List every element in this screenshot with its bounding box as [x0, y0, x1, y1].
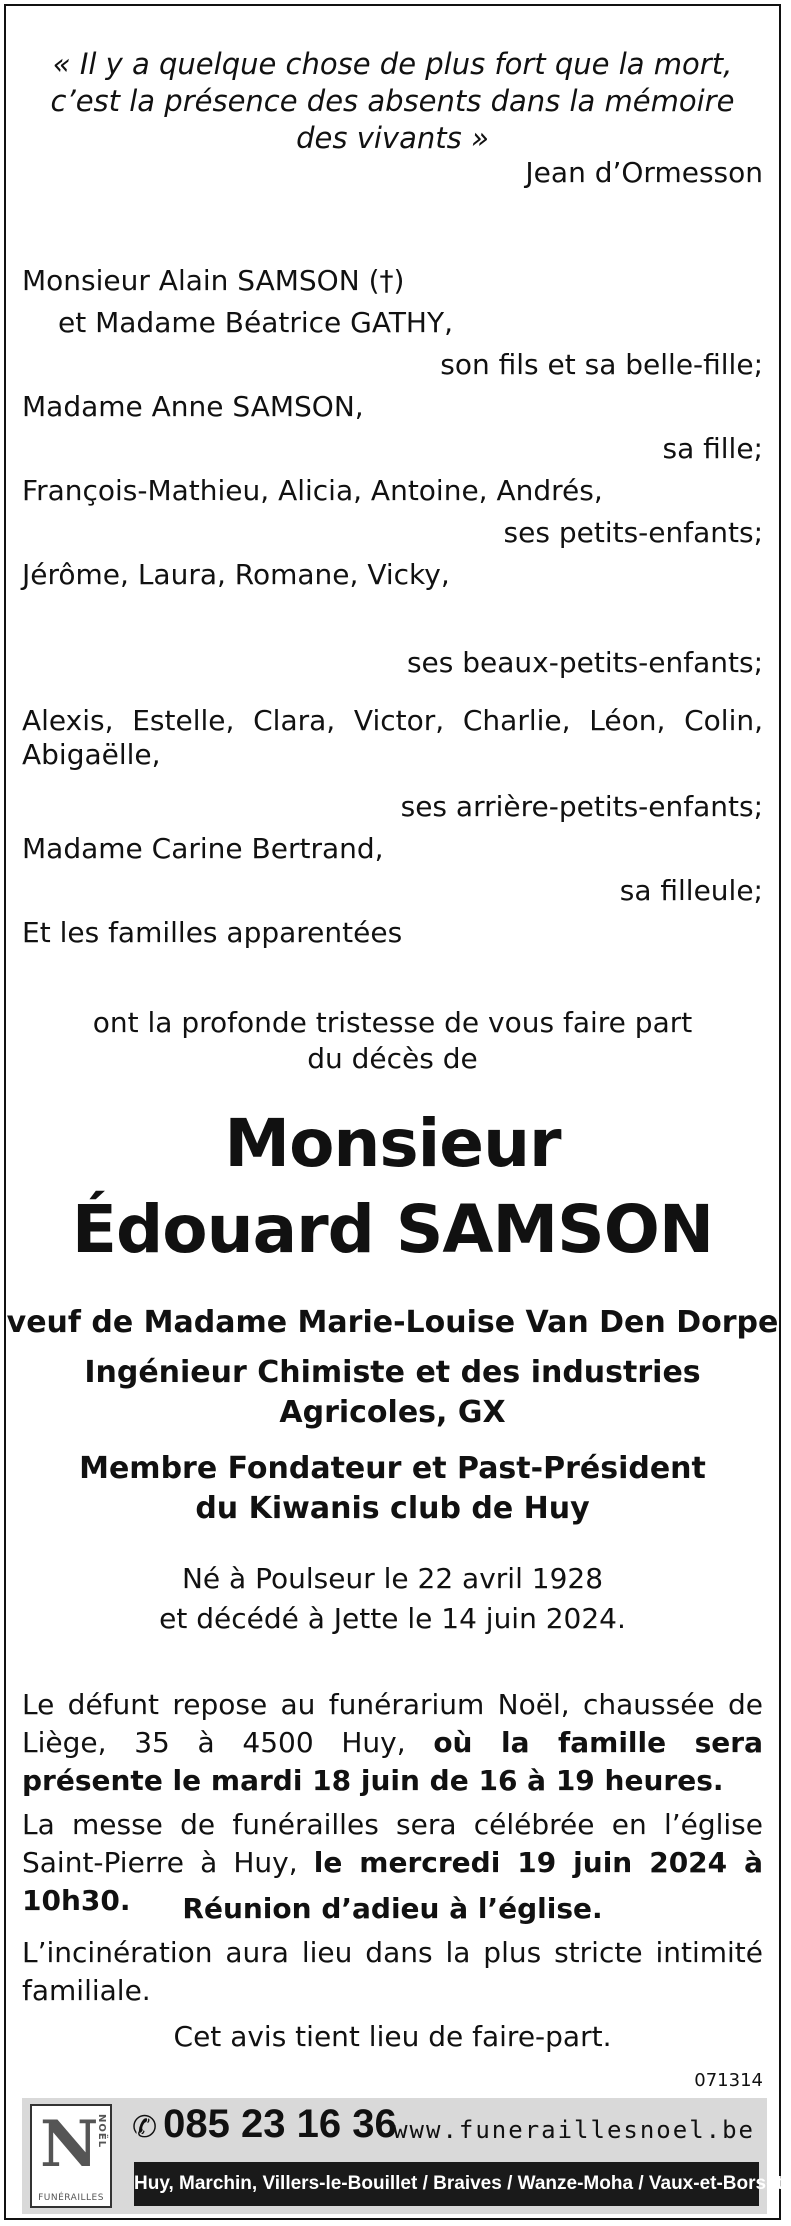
cremation-paragraph: L’incinération aura lieu dans la plus stricte intimité familiale. — [22, 1936, 763, 2007]
family-relation: son fils et sa belle-fille; — [440, 348, 763, 381]
logo-vertical-text: NOËL — [96, 2114, 107, 2149]
epigraph-quote: « Il y a quelque chose de plus fort que la mort, c’est la présence des absents dans la mémoire des vivants » — [50, 47, 735, 155]
deceased-name: Édouard SAMSON — [71, 1191, 714, 1268]
profession-line: Agricoles, GX — [279, 1395, 506, 1430]
obituary-notice — [4, 4, 781, 2220]
deceased-title: Monsieur — [224, 1105, 561, 1182]
club-line: Membre Fondateur et Past-Président — [79, 1451, 706, 1486]
funeral-home-banner — [22, 2098, 783, 2214]
funeral-home-logo — [30, 2104, 112, 2208]
wake-text: Le défunt repose au funérarium Noël, chaussée de Liège, 35 à 4500 Huy, — [22, 1688, 763, 1759]
family-relation: ses beaux-petits-enfants; — [406, 646, 763, 679]
epigraph-author: Jean d’Ormesson — [525, 156, 763, 189]
family-relation: sa fille; — [662, 432, 763, 465]
family-line: Madame Anne SAMSON, — [22, 390, 364, 423]
family-line: Jérôme, Laura, Romane, Vicky, — [22, 558, 450, 591]
announcement-line: ont la profonde tristesse de vous faire part — [92, 1006, 693, 1039]
family-line: et Madame Béatrice GATHY, — [58, 306, 453, 339]
family-line: Alexis, Estelle, Clara, Victor, Charlie, Léon, Colin, Abigaëlle, — [22, 704, 763, 771]
phone-text: 085 23 16 36 — [163, 2102, 397, 2146]
family-line: Madame Carine Bertrand, — [22, 832, 384, 865]
death-line: et décédé à Jette le 14 juin 2024. — [159, 1602, 626, 1635]
locations-bar: Huy, Marchin, Villers-le-Bouillet / Braives / Wanze-Moha / Vaux-et-Borset — [134, 2162, 759, 2206]
logo-bottom-text: FUNÉRAILLES — [38, 2193, 104, 2203]
family-line: Monsieur Alain SAMSON (†) — [22, 264, 405, 297]
profession-line: Ingénieur Chimiste et des industries — [84, 1355, 701, 1390]
birth-line: Né à Poulseur le 22 avril 1928 — [181, 1562, 604, 1595]
announcement-line: du décès de — [307, 1042, 478, 1075]
club-line: du Kiwanis club de Huy — [195, 1491, 590, 1526]
family-relation: ses petits-enfants; — [503, 516, 763, 549]
family-relation: ses arrière-petits-enfants; — [400, 790, 763, 823]
mass-time-text: le mercredi 19 juin 2024 à 10h30. — [22, 1846, 763, 1917]
family-line: François-Mathieu, Alicia, Antoine, Andrés, — [22, 474, 603, 507]
reference-number: 071314 — [694, 2070, 763, 2091]
farewell-line: Réunion d’adieu à l’église. — [182, 1892, 603, 1925]
family-line: Et les familles apparentées — [22, 916, 403, 949]
wake-paragraph — [22, 1686, 763, 1800]
widow-line: veuf de Madame Marie-Louise Van Den Dorpe — [6, 1305, 779, 1340]
website-text: www.funeraillesnoel.be — [393, 2116, 755, 2144]
wake-time-text: où la famille sera présente le mardi 18 juin de 16 à 19 heures. — [22, 1726, 763, 1797]
notice-line: Cet avis tient lieu de faire-part. — [173, 2020, 612, 2053]
phone-number — [132, 2102, 397, 2147]
family-relation: sa filleule; — [619, 874, 763, 907]
phone-icon: ✆ — [132, 2111, 158, 2144]
logo-letter: N — [40, 2107, 99, 2182]
mass-text: La messe de funérailles sera célébrée en l’église Saint-Pierre à Huy, — [22, 1808, 763, 1879]
